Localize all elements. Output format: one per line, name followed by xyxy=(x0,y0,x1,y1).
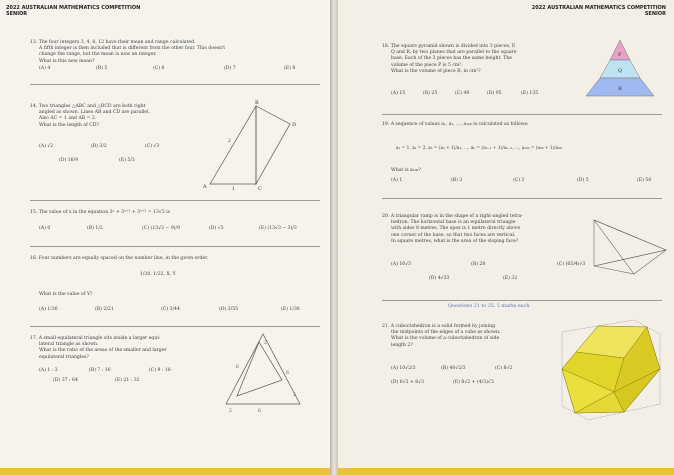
label-b: B xyxy=(255,100,259,106)
triangle-abc xyxy=(210,106,256,184)
q20-option-d: (D) 4√33 xyxy=(429,276,450,281)
header-title: 2022 AUSTRALIAN MATHEMATICS COMPETITION xyxy=(531,5,666,11)
label-ac: 1 xyxy=(232,187,235,190)
q17-option-e: (E) 21 : 32 xyxy=(115,378,140,383)
q13-option-a: (A) 4 xyxy=(39,66,51,71)
len-label: 6 xyxy=(236,365,239,370)
header-level: SENIOR xyxy=(6,11,28,17)
label-r: R xyxy=(618,86,622,92)
q17-option-d: (D) 37 : 64 xyxy=(53,378,78,383)
q18-option-a: (A) 15 xyxy=(391,91,406,96)
q18-line: Q and R, by two planes that are parallel to the square xyxy=(391,50,517,56)
q13-line: 13. The four integers 3, 4, 8, 12 have their mean and range calculated. xyxy=(30,40,196,45)
q21-option-d: (D) 6√2 + 8√3 xyxy=(391,380,425,385)
small-triangle xyxy=(237,342,282,396)
q14-line: angled as shown. Lines AB and CD are parallel. xyxy=(39,110,150,116)
q20-line: In square metres, what is the area of the sloping face? xyxy=(391,238,519,244)
ramp-back-face xyxy=(594,220,666,266)
q16-option-c: (C) 3/44 xyxy=(161,307,180,312)
len-label: 2 xyxy=(264,341,267,346)
q20-option-c: (C) (65/4)√3 xyxy=(557,262,586,267)
q18-line: base. Each of the 3 pieces has the same height. The xyxy=(391,56,512,62)
question-18 xyxy=(382,44,582,75)
q17-line: lateral triangle as shown. xyxy=(39,342,99,348)
q21-line: What is the volume of a cuboctahedron of side xyxy=(391,336,500,342)
q21-option-e: (E) 8√2 + (4/3)√3 xyxy=(453,380,494,385)
label-p: P xyxy=(618,52,622,58)
q14-option-e: (E) 5/3 xyxy=(119,158,135,163)
q16-option-d: (D) 2/55 xyxy=(219,307,239,312)
divider xyxy=(382,300,662,301)
q14-line: What is the length of CD? xyxy=(39,122,99,128)
q17-line: 17. A small equilateral triangle sits inside a larger equi- xyxy=(30,336,161,341)
q14-line: 14. Two triangles △ABC and △BCD are both right xyxy=(30,104,146,109)
q17-option-a: (A) 1 : 3 xyxy=(39,368,58,373)
q21-line: length 2? xyxy=(391,342,413,348)
question-17 xyxy=(30,336,230,361)
q14-option-c: (C) √3 xyxy=(145,144,160,149)
label-ab: 2 xyxy=(228,139,231,144)
label-d: D xyxy=(292,122,297,128)
q20-option-a: (A) 16√3 xyxy=(391,262,412,267)
triangle-bcd xyxy=(256,106,290,184)
q19-option-e: (E) 50 xyxy=(637,178,652,183)
header-level: SENIOR xyxy=(644,11,666,17)
question-19 xyxy=(382,122,662,128)
len-label: 2 xyxy=(293,393,296,398)
q19-formula: a₁ = 1, a₂ = 2, a₃ = (a₂ + 1)/a₁, ..., aₙ = (aₙ₋₁ + 1)/aₙ₋₂, ..., a₁₀₀ = (a₉₉ + 1)/a₉₈ xyxy=(396,146,562,151)
q15-option-b: (B) 1/2 xyxy=(87,226,103,231)
q18-option-c: (C) 40 xyxy=(455,91,470,96)
q21-option-a: (A) 10√2/3 xyxy=(391,366,416,371)
divider xyxy=(30,326,320,327)
q18-option-b: (B) 25 xyxy=(423,91,438,96)
q17-line: equilateral triangles? xyxy=(39,354,89,360)
q19-option-b: (B) 2 xyxy=(451,178,463,183)
right-page xyxy=(338,0,674,475)
q21-line: 21. A cuboctahedron is a solid formed by joining xyxy=(382,324,496,329)
divider xyxy=(382,114,662,115)
q18-line: volume of the piece P is 5 cm³. xyxy=(391,62,463,68)
q15-option-e: (E) (13√3 − 3)/3 xyxy=(259,226,297,231)
divider xyxy=(30,246,320,247)
book-gutter xyxy=(330,0,338,475)
divider xyxy=(30,84,320,85)
q14-line: Also AC = 1 and AB = 2. xyxy=(39,116,97,122)
question-20 xyxy=(382,214,592,245)
q20-line: with sides 8 metres. The apex is 1 metre directly above xyxy=(391,226,521,232)
q16-option-e: (E) 1/36 xyxy=(281,307,300,312)
q16-sequence: 1/20, 1/22, X, Y xyxy=(140,272,176,277)
page-header-right xyxy=(532,5,666,17)
q15-text: 15. The value of x in the equation 3ˣ + 3ˣ⁺¹ + 3ˣ⁺² = 13√3 is xyxy=(30,210,171,215)
q13-option-c: (C) 6 xyxy=(153,66,165,71)
page-header-left xyxy=(6,5,140,17)
label-q: Q xyxy=(618,68,623,74)
q16-option-b: (B) 2/21 xyxy=(95,307,114,312)
q13-line: A fifth integer is then included that is different from the other four. This doesn't xyxy=(39,46,226,52)
question-21 xyxy=(382,324,562,349)
question-13 xyxy=(30,40,320,65)
len-label: 6 xyxy=(258,409,261,414)
q19-text: 19. A sequence of values a₁, a₂, ..., a₁₀₀ is calculated as follows: xyxy=(382,122,529,127)
q21-option-c: (C) 8√2 xyxy=(495,366,513,371)
len-label: 2 xyxy=(229,409,232,414)
q17-figure xyxy=(222,330,304,420)
q15-option-a: (A) 0 xyxy=(39,226,51,231)
q20-line: hedron. The horizontal base is an equilateral triangle xyxy=(391,220,516,226)
q19-question: What is a₁₀₀? xyxy=(391,168,421,173)
q13-option-d: (D) 7 xyxy=(224,66,236,71)
q13-option-e: (E) 8 xyxy=(284,66,296,71)
q20-option-e: (E) 32 xyxy=(503,276,518,281)
label-c: C xyxy=(258,186,262,190)
q20-ramp-figure xyxy=(590,206,670,278)
q18-line: 18. The square pyramid shown is divided into 3 pieces, P, xyxy=(382,44,516,49)
left-page xyxy=(0,0,330,475)
q17-option-c: (C) 9 : 16 xyxy=(149,368,171,373)
q18-pyramid-figure xyxy=(578,38,662,100)
header-title: 2022 AUSTRALIAN MATHEMATICS COMPETITION xyxy=(6,5,141,11)
q18-option-d: (D) 95 xyxy=(487,91,502,96)
q20-option-b: (B) 28 xyxy=(471,262,486,267)
q20-line: one corner of the base, so that two faces are vertical. xyxy=(391,232,516,238)
q16-option-a: (A) 1/26 xyxy=(39,307,58,312)
q15-option-c: (C) (13√3 − 9)/9 xyxy=(142,226,181,231)
ramp-base xyxy=(594,250,666,274)
q14-option-d: (D) 16/9 xyxy=(59,158,79,163)
footer-bar xyxy=(0,468,330,475)
q18-line: What is the volume of piece R, in cm³? xyxy=(391,68,481,74)
divider xyxy=(30,200,320,201)
q13-line: What is this new mean? xyxy=(39,58,95,64)
section-heading: Questions 21 to 25, 5 marks each xyxy=(448,304,530,309)
q16-text: 16. Four numbers are equally spaced on the number line, in the given order. xyxy=(30,256,209,261)
q17-line: What is the ratio of the areas of the smaller and larger xyxy=(39,348,167,354)
divider xyxy=(382,198,662,199)
q13-line: change the range, but the mean is now an integer. xyxy=(39,52,157,58)
footer-bar xyxy=(338,468,674,475)
len-label: 6 xyxy=(286,371,289,376)
q21-option-b: (B) 40√2/3 xyxy=(441,366,466,371)
q18-option-e: (E) 135 xyxy=(521,91,539,96)
question-15 xyxy=(30,210,320,216)
question-16 xyxy=(30,256,320,262)
label-a: A xyxy=(203,184,207,190)
q13-option-b: (B) 5 xyxy=(96,66,108,71)
q19-option-d: (D) 5 xyxy=(577,178,589,183)
q19-option-c: (C) 3 xyxy=(513,178,525,183)
question-14 xyxy=(30,104,210,129)
q14-figure xyxy=(200,98,300,190)
q17-option-b: (B) 7 : 16 xyxy=(89,368,111,373)
q14-option-b: (B) 3/2 xyxy=(91,144,107,149)
q19-option-a: (A) 1 xyxy=(391,178,403,183)
q21-line: the midpoints of the edges of a cube as shown. xyxy=(391,330,501,336)
q16-question: What is the value of Y? xyxy=(39,292,93,297)
q20-line: 20. A triangular ramp is in the shape of a right-angled tetra- xyxy=(382,214,523,219)
q14-option-a: (A) √2 xyxy=(39,144,54,149)
q21-cuboctahedron-figure xyxy=(554,312,666,430)
q15-option-d: (D) √3 xyxy=(209,226,224,231)
